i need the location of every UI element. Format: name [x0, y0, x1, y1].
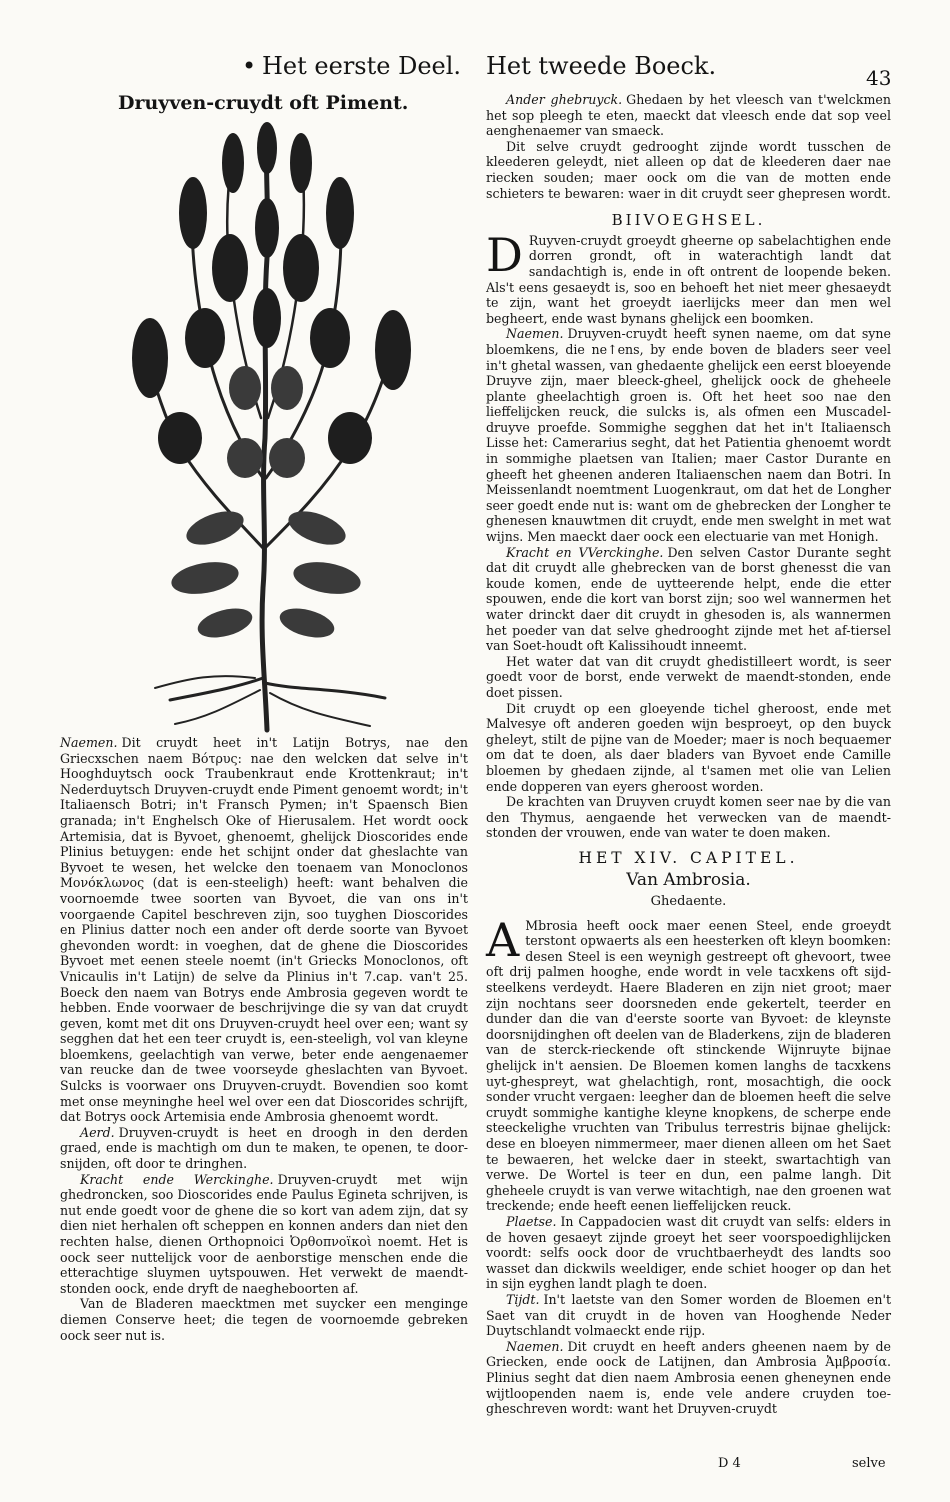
marginal-mark-kracht: Kracht en VVerckinghe.: [506, 544, 664, 560]
paragraph-groeyt: [486, 227, 891, 327]
paragraph-plaetse: [486, 1214, 891, 1292]
paragraph-ambrosia: [486, 912, 891, 1214]
paragraph-text: Den selven Castor Durante seght dat dit cruydt alle ghebrecken van de borst ghenesst die van koude komen, ende de uytteerende helpt, ende die etter spouwen, ende die kort van borst zijn; soo wel wannermen het water drinckt daer dit cruydt in ghesoden is, als wannermen het poeder van dat selve ghedrooght zijnde met het af-tiersel van Soet-houdt oft Kalissihoudt inneemt.: [486, 544, 891, 654]
page-number: 43: [866, 66, 892, 90]
running-head-left: Het eerste Deel.: [262, 52, 462, 80]
paragraph-kracht: [60, 1172, 468, 1297]
paragraph-text: In't laetste van den Somer worden de Bloemen en't Saet van dit cruydt in de hoven van Hooghende Neder Duytschlandt volmaeckt ende rijp.: [486, 1291, 891, 1339]
marginal-mark-naemen: Naemen.: [506, 326, 564, 342]
sub-heading-ghedaente: Ghedaente.: [650, 894, 727, 910]
marginal-mark-plaetse: Plaetse.: [506, 1213, 557, 1229]
paragraph-aerd: [60, 1125, 468, 1172]
marginal-mark-tijdt: Tijdt.: [506, 1291, 540, 1307]
running-head-right: Het tweede Boeck.: [486, 52, 717, 80]
signature-mark: D 4: [718, 1456, 741, 1471]
drop-cap-d: D: [486, 227, 523, 282]
left-column: [60, 735, 468, 1343]
chapter-title: Van Ambrosia.: [626, 869, 751, 890]
paragraph-naemen: [60, 735, 468, 1125]
section-heading-biivoeghsel: BIIVOEGHSEL.: [611, 211, 766, 230]
marginal-mark-kracht: Kracht ende Werckinghe.: [80, 1171, 274, 1187]
paragraph-tichel: Dit cruydt op een gloeyende tichel gheroost, ende met Malvesye oft anderen goeden wijn besproeyt, op den buyck gheleyt, stilt de pijne van de Moeder; maer is noch bequaemer om dat te doen, als daer bladers van Byvoet ende Camille bloemen by ghedaen zijnde, al t'samen met olie van Lelien ende dopperen van eyers gheroost worden.: [486, 700, 891, 794]
paragraph-text: Druyven-cruydt is heet en droogh in den derden graed, ende is machtigh om dun te maken, te openen, te door-snijden, oft door te dringhen.: [60, 1124, 468, 1172]
chapter-heading: HET XIV. CAPITEL.: [578, 848, 799, 867]
marginal-mark-ander-ghebruyck: Ander ghebruyck.: [506, 92, 623, 107]
paragraph-naemen-3: [486, 1339, 891, 1417]
header-bullet: •: [242, 52, 257, 80]
paragraph-water: Het water dat van dit cruydt ghedistilleert wordt, is seer goedt voor de borst, ende verwekt de maendt-stonden, ende doet pissen.: [486, 653, 891, 700]
paragraph-text: Mbrosia heeft oock maer eenen Steel, ende groeydt terstont opwaerts als een heesterken oft kleyn boomken: desen Steel is een weynigh gestreept oft ghevoort, twee oft drij palmen hooghe, ende wordt in vele tacxkens oft sijd-steelkens verdeydt. Haere Bladeren en zijn niet groot; maer zijn nochtans seer doorsneden ende gekertelt, teerder en dunder dan die van d'eerste soorte van Byvoet: de kleynste doorsnijdinghen oft deelen van de Bladerkens, zijn de bladeren van de sterck-rieckende oft stinckende Wijnruyte bijnae ghelijck in't aensien. De Bloemen komen langhs de tacxkens uyt-ghespreyt, wat ghelachtigh, ront, mosachtigh, die oock sonder vrucht vergaen: leegher dan de bloemen heeft die selve cruydt sommighe kantighe kleyne knopkens, de scherpe ende steeckelighe vruchten van Tribulus terrestris bijnae ghelijck: dese en bloeyen nimmermeer, maer dienen alleen om het Saet te bewaeren, het welcke daer in steekt, swartachtigh van verwe. De Wortel is teer en dun, een palme langh. Dit gheheele cruydt is van verwe witachtigh, nae den groenen wat treckende; ende heeft eenen lieffelijcken reuck.: [486, 917, 891, 1214]
paragraph-naemen-2: [486, 326, 891, 544]
paragraph-conserve: Van de Bladeren maecktmen met suycker een menginge diemen Conserve heet; die tegen de voornoemde gebreken oock seer nut is.: [60, 1296, 468, 1343]
marginal-mark-aerd: Aerd.: [80, 1124, 115, 1140]
paragraph-text: Druyven-cruydt heeft synen naeme, om dat syne bloemkens, die ne↑ens, by ende boven de bladers seer veel in't ghetal wassen, van ghedaente ghelijck een eerst bloeyende Druyve zijn, maer bleeck-gheel, ghelijck oock de gheheele plante gheelachtigh groen is. Oft het heet soo nae den lieffelijcken reuck, die sulcks is, als ofmen een Muscadel-druyve proefde. Sommighe segghen dat het in't Italiaensch Lisse het: Camerarius seght, dat het Patientia ghenoemt wordt in sommighe plaetsen van Italien; maer Castor Durante en gheeft het gheenen anderen Italiaenschen naem dan Botri. In Meissenlandt noemtment Luogenkraut, om dat het de Longher seer goedt ende nut is: want om de ghebrecken der Longher te ghenesen knauwtmen dit cruydt, ende men swelght in met wat wijns. Men maeckt daer oock een electuarie van met Honigh.: [486, 326, 891, 545]
right-column: [486, 92, 891, 1417]
paragraph-thymus: De krachten van Druyven cruydt komen seer nae by die van den Thymus, aengaende het verwecken van de maendt-stonden der vrouwen, ende van water te doen maken.: [486, 794, 891, 841]
paragraph-kleederen: Dit selve cruydt gedrooght zijnde wordt tusschen de kleederen geleydt, niet alleen op dat de kleederen daer nae riecken souden; maer oock om die van de motten ende schieters te bewaren: waer in dit cruydt seer ghepresen wordt.: [486, 138, 891, 201]
paragraph-text: Dit cruydt heet in't Latijn Botrys, nae den Griecxschen naem Βότρυς: nae den welcken dat selve in't Hooghduytsch oock Traubenkraut ende Krottenkraut; in't Nederduytsch Druyven-cruydt ende Piment genoemt wordt; in't Italiaensch Botri; in't Fransch Pymen; in't Spaensch Bien granada; in't Enghelsch Oke of Hierusalem. Het wordt oock Artemisia, dat is Byvoet, ghenoemt, ghelijck Dioscorides ende Plinius betuygen: ende het schijnt onder dat gheslachte van Byvoet te wesen, het welcke den toenaem van Monoclonos Μονόκλωνος (dat is een-steeligh) heeft: want behalven die voornoemde twee soorten van Byvoet, die van ons in't voorgaende Capitel beschreven zijn, soo tuyghen Dioscorides en Plinius datter noch een ander oft derde soorte van Byvoet ghevonden wordt: in voeghen, dat de ghene die Dioscorides Byvoet met eenen steele noemt (in't Griecks Monoclonos, oft Vnicaulis in't Latijn) de selve da Plinius in't 7.cap. van't 25. Boeck den naem van Botrys ende Ambrosia gegeven wordt te hebben. Ende voorwaer de beschrijvinge die sy van dat cruydt geven, komt met dit ons Druyven-cruydt heel over een; want sy segghen dat het een teer cruydt is, een-steeligh, vol van kleyne bloemkens, geelachtigh van verwe, beter ende aengenaemer van reucke dan de twee voorseyde gheslachten van Byvoet. Sulcks is voorwaer ons Druyven-cruydt. Bovendien soo komt met onse meyninghe heel wel over een dat Dioscorides schrijft, dat Botrys oock Artemisia ende Ambrosia ghenoemt wordt.: [60, 735, 468, 1125]
drop-cap-a: A: [486, 912, 520, 967]
paragraph-text: In Cappadocien wast dit cruydt van selfs: elders in de hoven gesaeyt zijnde groeyt het seer voorspoedighlijcken voordt: selfs oock door de vruchtbaerheydt des landts soo wasset dan dickwils weeldiger, ende schiet hooger op dan het in sijn eyghen landt plagh te doen.: [486, 1213, 891, 1292]
paragraph-text: Dit cruydt en heeft anders gheenen naem by de Griecken, ende oock de Latijnen, dan Ambrosia Ἀμβροσία. Plinius seght dat dien naem Ambrosia eenen gheneynen ende wijtloopenden naem is, ende vele andere cruyden toe-gheschreven wordt: want het Druyven-cruydt: [486, 1338, 891, 1417]
paragraph-tijdt: [486, 1292, 891, 1339]
illustration-caption: Druyven-cruydt oft Piment.: [118, 92, 409, 114]
catchword: selve: [852, 1456, 886, 1471]
marginal-mark-naemen: Naemen.: [506, 1338, 564, 1354]
paragraph-kracht-2: [486, 545, 891, 654]
paragraph-text: Druyven-cruydt met wijn ghedroncken, soo Dioscorides ende Paulus Egineta schrijven, is nut ende goedt voor de ghene die so kort van adem zijn, dat sy dien niet herhalen oft scheppen en konnen anders dan niet den rechten halse, dienen Orthopnoici Ὀρθοπνοϊκοὶ noemt. Het is oock seer nuttelijck voor de aenborstige menschen ende die etterachtige sluymen uytspouwen. Het verwekt de maendt-stonden oock, ende dryft de naegheboorten af.: [60, 1171, 469, 1296]
paragraph-text: Ghedaen by het vleesch van t'welckmen het sop pleegh te eten, maeckt dat vleesch ende dat sop veel aenghenaemer van smaeck.: [486, 92, 891, 139]
paragraph-text: Ruyven-cruydt groeydt gheerne op sabelachtighen ende dorren grondt, oft in waterachtigh landt dat sandachtigh is, ende in oft ontrent de loopende beken. Als't eens gesaeydt is, soo en behoeft het niet meer ghesaeydt te zijn, want het groeydt iaerlijcks meer dan men wel begheert, ende wast bynans ghelijck een boomken.: [486, 232, 891, 326]
paragraph-ander-ghebruyck: [486, 92, 891, 139]
marginal-mark-naemen: Naemen.: [60, 735, 118, 750]
woodcut-illustration: [95, 118, 440, 733]
